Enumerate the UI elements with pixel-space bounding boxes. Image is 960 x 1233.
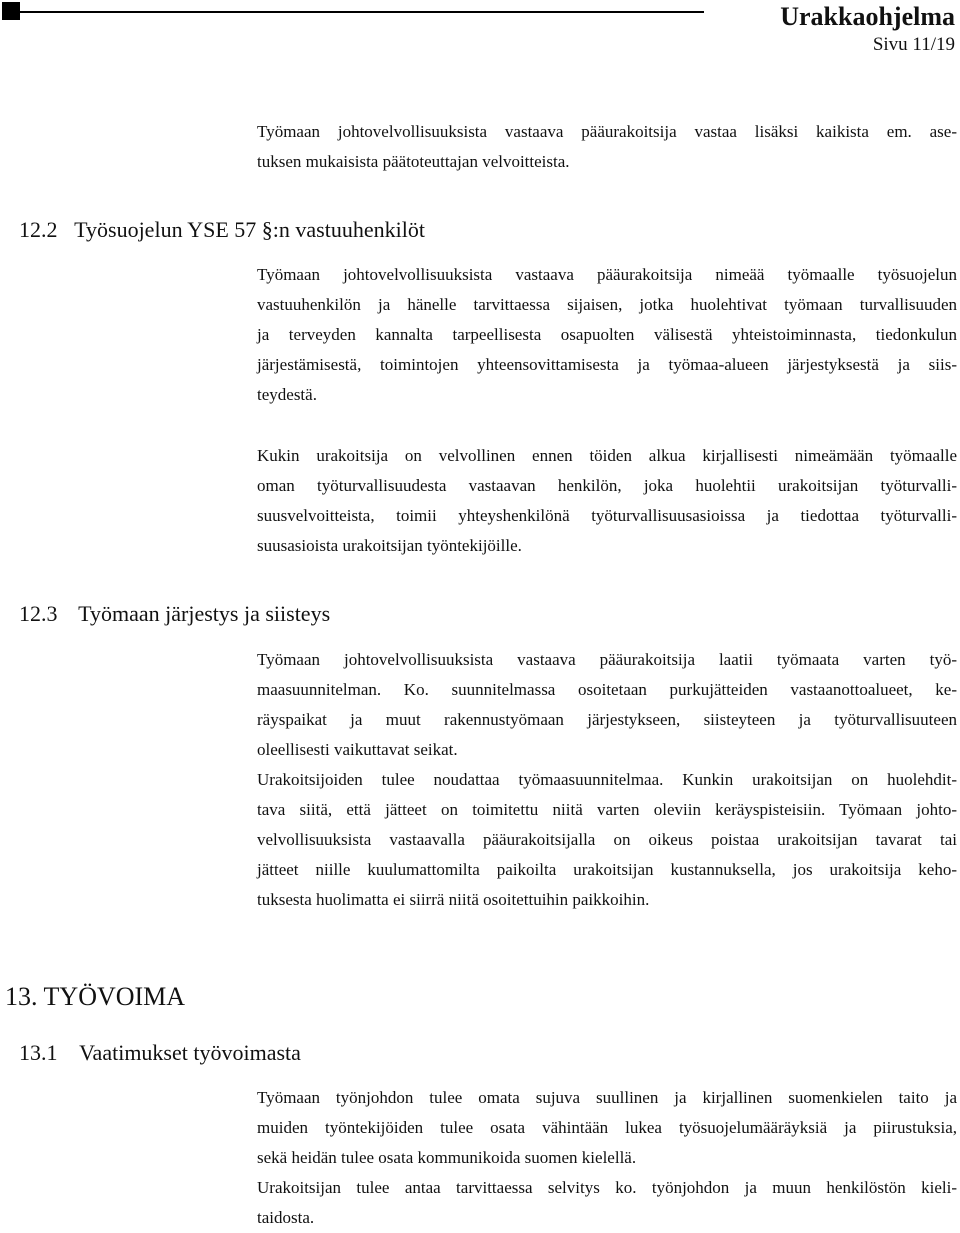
header-square-mark (2, 2, 20, 20)
section-heading-12-2 (19, 217, 425, 243)
page-number: Sivu 11/19 (872, 34, 955, 55)
paragraph-line: vastuuhenkilön ja hänelle tarvittaessa sijaisen, jotka huolehtivat työmaan turvallisuuden (257, 295, 957, 314)
paragraph-line: ja terveyden kannalta tarpeellisesta osapuolten välisestä yhteistoiminnasta, tiedonkulun (257, 325, 957, 344)
document-title: Urakkaohjelma (780, 2, 955, 31)
paragraph-line: räyspaikat ja muut rakennustyömaan järjestykseen, siisteyteen ja työturvallisuuteen (257, 710, 957, 729)
page-header (0, 0, 960, 60)
paragraph-line: maasuunnitelman. Ko. suunnitelmassa osoitetaan purkujätteiden vastaanottoalueet, ke- (257, 680, 957, 699)
paragraph-line: Työmaan johtovelvollisuuksista vastaava pääurakoitsija nimeää työmaalle työsuojelun (257, 265, 957, 284)
paragraph-line: taidosta. (257, 1208, 315, 1227)
paragraph-line: jätteet niille kuulumattomilta paikoilta urakoitsijan kustannuksella, jos urakoitsija keho- (257, 860, 957, 879)
paragraph-line: Työmaan työnjohdon tulee omata sujuva suullinen ja kirjallinen suomenkielen taito ja (257, 1088, 957, 1107)
paragraph-line: Urakoitsijoiden tulee noudattaa työmaasuunnitelmaa. Kunkin urakoitsijan on huolehdit- (257, 770, 957, 789)
paragraph-line: suusvelvoitteista, toimii yhteyshenkilönä työturvallisuusasioissa ja tiedottaa työturvalli- (257, 506, 957, 525)
paragraph-line: sekä heidän tulee osata kommunikoida suomen kielellä. (257, 1148, 637, 1167)
paragraph-line: suusasioista urakoitsijan työntekijöille. (257, 536, 522, 555)
section-heading-13-1 (19, 1040, 301, 1066)
paragraph-line: tuksen mukaisista päätoteuttajan velvoitteista. (257, 152, 570, 171)
section-title: Työsuojelun YSE 57 §:n vastuuhenkilöt (74, 217, 425, 242)
paragraph-line: muiden työntekijöiden tulee osata vähintään lukea työsuojelumääräyksiä ja piirustuksia, (257, 1118, 957, 1137)
paragraph-line: Urakoitsijan tulee antaa tarvittaessa selvitys ko. työnjohdon ja muun henkilöstön kieli- (257, 1178, 957, 1197)
paragraph-line: Kukin urakoitsija on velvollinen ennen töiden alkua kirjallisesti nimeämään työmaalle (257, 446, 957, 465)
section-number: 13. (5, 982, 38, 1011)
section-title: Vaatimukset työvoimasta (79, 1040, 301, 1065)
section-12-2-paragraph-2 (257, 441, 957, 561)
paragraph-line: järjestämisestä, toimintojen yhteensovittamisesta ja työmaa-alueen järjestyksestä ja siis- (257, 355, 957, 374)
section-13-1-paragraph-1 (257, 1083, 957, 1233)
section-number: 12.3 (19, 601, 58, 626)
paragraph-line: tuksesta huolimatta ei siirrä niitä osoitettuihin paikkoihin. (257, 890, 650, 909)
paragraph-line: Työmaan johtovelvollisuuksista vastaava pääurakoitsija vastaa lisäksi kaikista em. ase- (257, 122, 957, 141)
paragraph-line: oleellisesti vaikuttavat seikat. (257, 740, 458, 759)
section-title: TYÖVOIMA (43, 982, 186, 1011)
paragraph-line: teydestä. (257, 385, 317, 404)
paragraph-line: oman työturvallisuudesta vastaavan henkilön, joka huolehtii urakoitsijan työturvalli- (257, 476, 957, 495)
section-12-3-paragraph-1 (257, 645, 957, 915)
section-heading-12-3 (19, 601, 330, 627)
section-heading-13 (5, 982, 185, 1012)
section-number: 12.2 (19, 217, 58, 242)
header-rule (20, 11, 704, 13)
section-12-2-paragraph-1 (257, 260, 957, 410)
paragraph-line: velvollisuuksista vastaavalla pääurakoitsijalla on oikeus poistaa urakoitsijan tavarat tai (257, 830, 957, 849)
section-number: 13.1 (19, 1040, 58, 1065)
paragraph-line: tava siitä, että jätteet on toimitettu niitä varten oleviin keräyspisteisiin. Työmaan johto- (257, 800, 957, 819)
section-title: Työmaan järjestys ja siisteys (78, 601, 331, 626)
paragraph-line: Työmaan johtovelvollisuuksista vastaava pääurakoitsija laatii työmaata varten työ- (257, 650, 957, 669)
intro-paragraph (257, 117, 957, 177)
